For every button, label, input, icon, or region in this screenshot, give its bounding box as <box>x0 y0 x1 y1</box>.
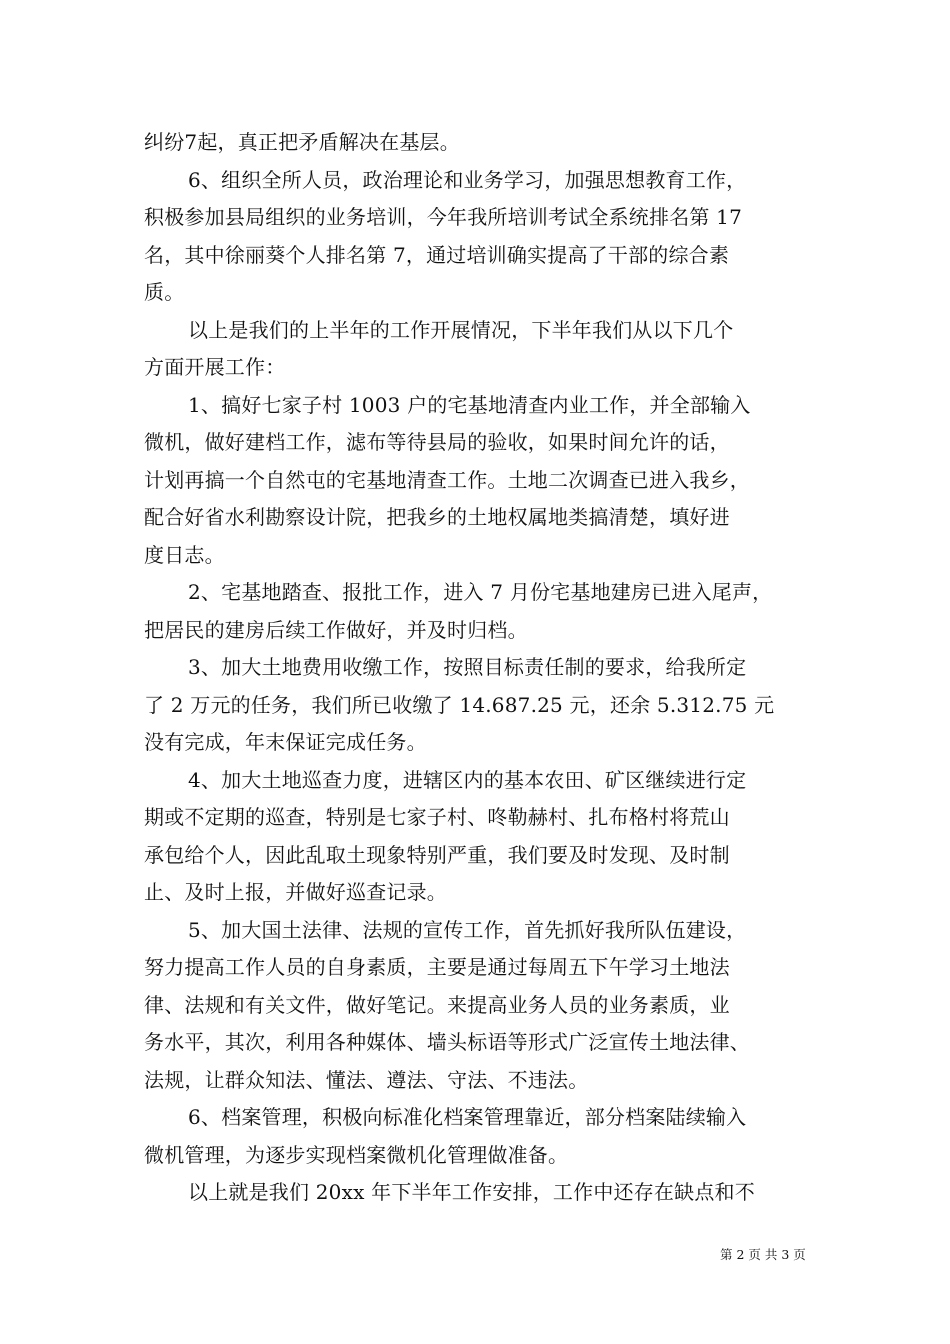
text-line: 5、加大国土法律、法规的宣传工作，首先抓好我所队伍建设， <box>188 917 747 942</box>
text-line: 计划再搞一个自然屯的宅基地清查工作。土地二次调查已进入我乡， <box>144 467 750 492</box>
page-number: 第 2 页 共 3 页 <box>720 1247 806 1262</box>
text-line: 6、档案管理，积极向标准化档案管理靠近，部分档案陆续输入 <box>188 1105 747 1129</box>
text-line: 4、加大土地巡查力度，进辖区内的基本农田、矿区继续进行定 <box>188 767 747 792</box>
text-line: 纠纷7起，真正把矛盾解决在基层。 <box>144 130 460 154</box>
text-line: 以上是我们的上半年的工作开展情况，下半年我们从以下几个 <box>188 317 734 342</box>
text-line: 以上就是我们 20xx 年下半年工作安排，工作中还存在缺点和不 <box>188 1180 755 1204</box>
text-line: 努力提高工作人员的自身素质，主要是通过每周五下午学习土地法 <box>144 955 730 979</box>
text-line: 法规，让群众知法、懂法、遵法、守法、不违法。 <box>144 1067 589 1092</box>
text-line: 了 2 万元的任务，我们所已收缴了 14.687.25 元，还余 5.312.75 元 <box>144 692 775 717</box>
text-line: 2、宅基地踏查、报批工作，进入 7 月份宅基地建房已进入尾声， <box>188 580 773 604</box>
text-line: 质。 <box>144 280 185 304</box>
text-line: 期或不定期的巡查，特别是七家子村、咚勒赫村、扎布格村将荒山 <box>144 805 730 829</box>
text-line: 没有完成，年末保证完成任务。 <box>144 730 427 754</box>
text-line: 务水平，其次，利用各种媒体、墙头标语等形式广泛宣传土地法律、 <box>144 1030 750 1054</box>
text-line: 积极参加县局组织的业务培训，今年我所培训考试全系统排名第 17 <box>144 205 743 229</box>
text-line: 配合好省水利勘察设计院，把我乡的土地权属地类搞清楚，填好进 <box>144 505 730 529</box>
text-line: 1、搞好七家子村 1003 户的宅基地清查内业工作，并全部输入 <box>188 392 751 417</box>
text-line: 名，其中徐丽葵个人排名第 7，通过培训确实提高了干部的综合素 <box>144 242 730 267</box>
text-line: 度日志。 <box>144 542 225 567</box>
text-line: 承包给个人，因此乱取土现象特别严重，我们要及时发现、及时制 <box>144 842 730 867</box>
text-line: 把居民的建房后续工作做好，并及时归档。 <box>144 617 528 642</box>
text-line: 止、及时上报，并做好巡查记录。 <box>144 880 447 904</box>
text-line: 微机，做好建档工作，滤布等待县局的验收，如果时间允许的话， <box>144 430 730 454</box>
text-line: 律、法规和有关文件，做好笔记。来提高业务人员的业务素质，业 <box>144 992 730 1017</box>
text-line: 3、加大土地费用收缴工作，按照目标责任制的要求，给我所定 <box>188 655 747 679</box>
text-line: 6、组织全所人员，政治理论和业务学习，加强思想教育工作， <box>188 167 747 192</box>
text-line: 微机管理，为逐步实现档案微机化管理做准备。 <box>144 1142 569 1167</box>
document-body <box>144 124 814 1212</box>
text-line: 方面开展工作： <box>144 355 286 379</box>
